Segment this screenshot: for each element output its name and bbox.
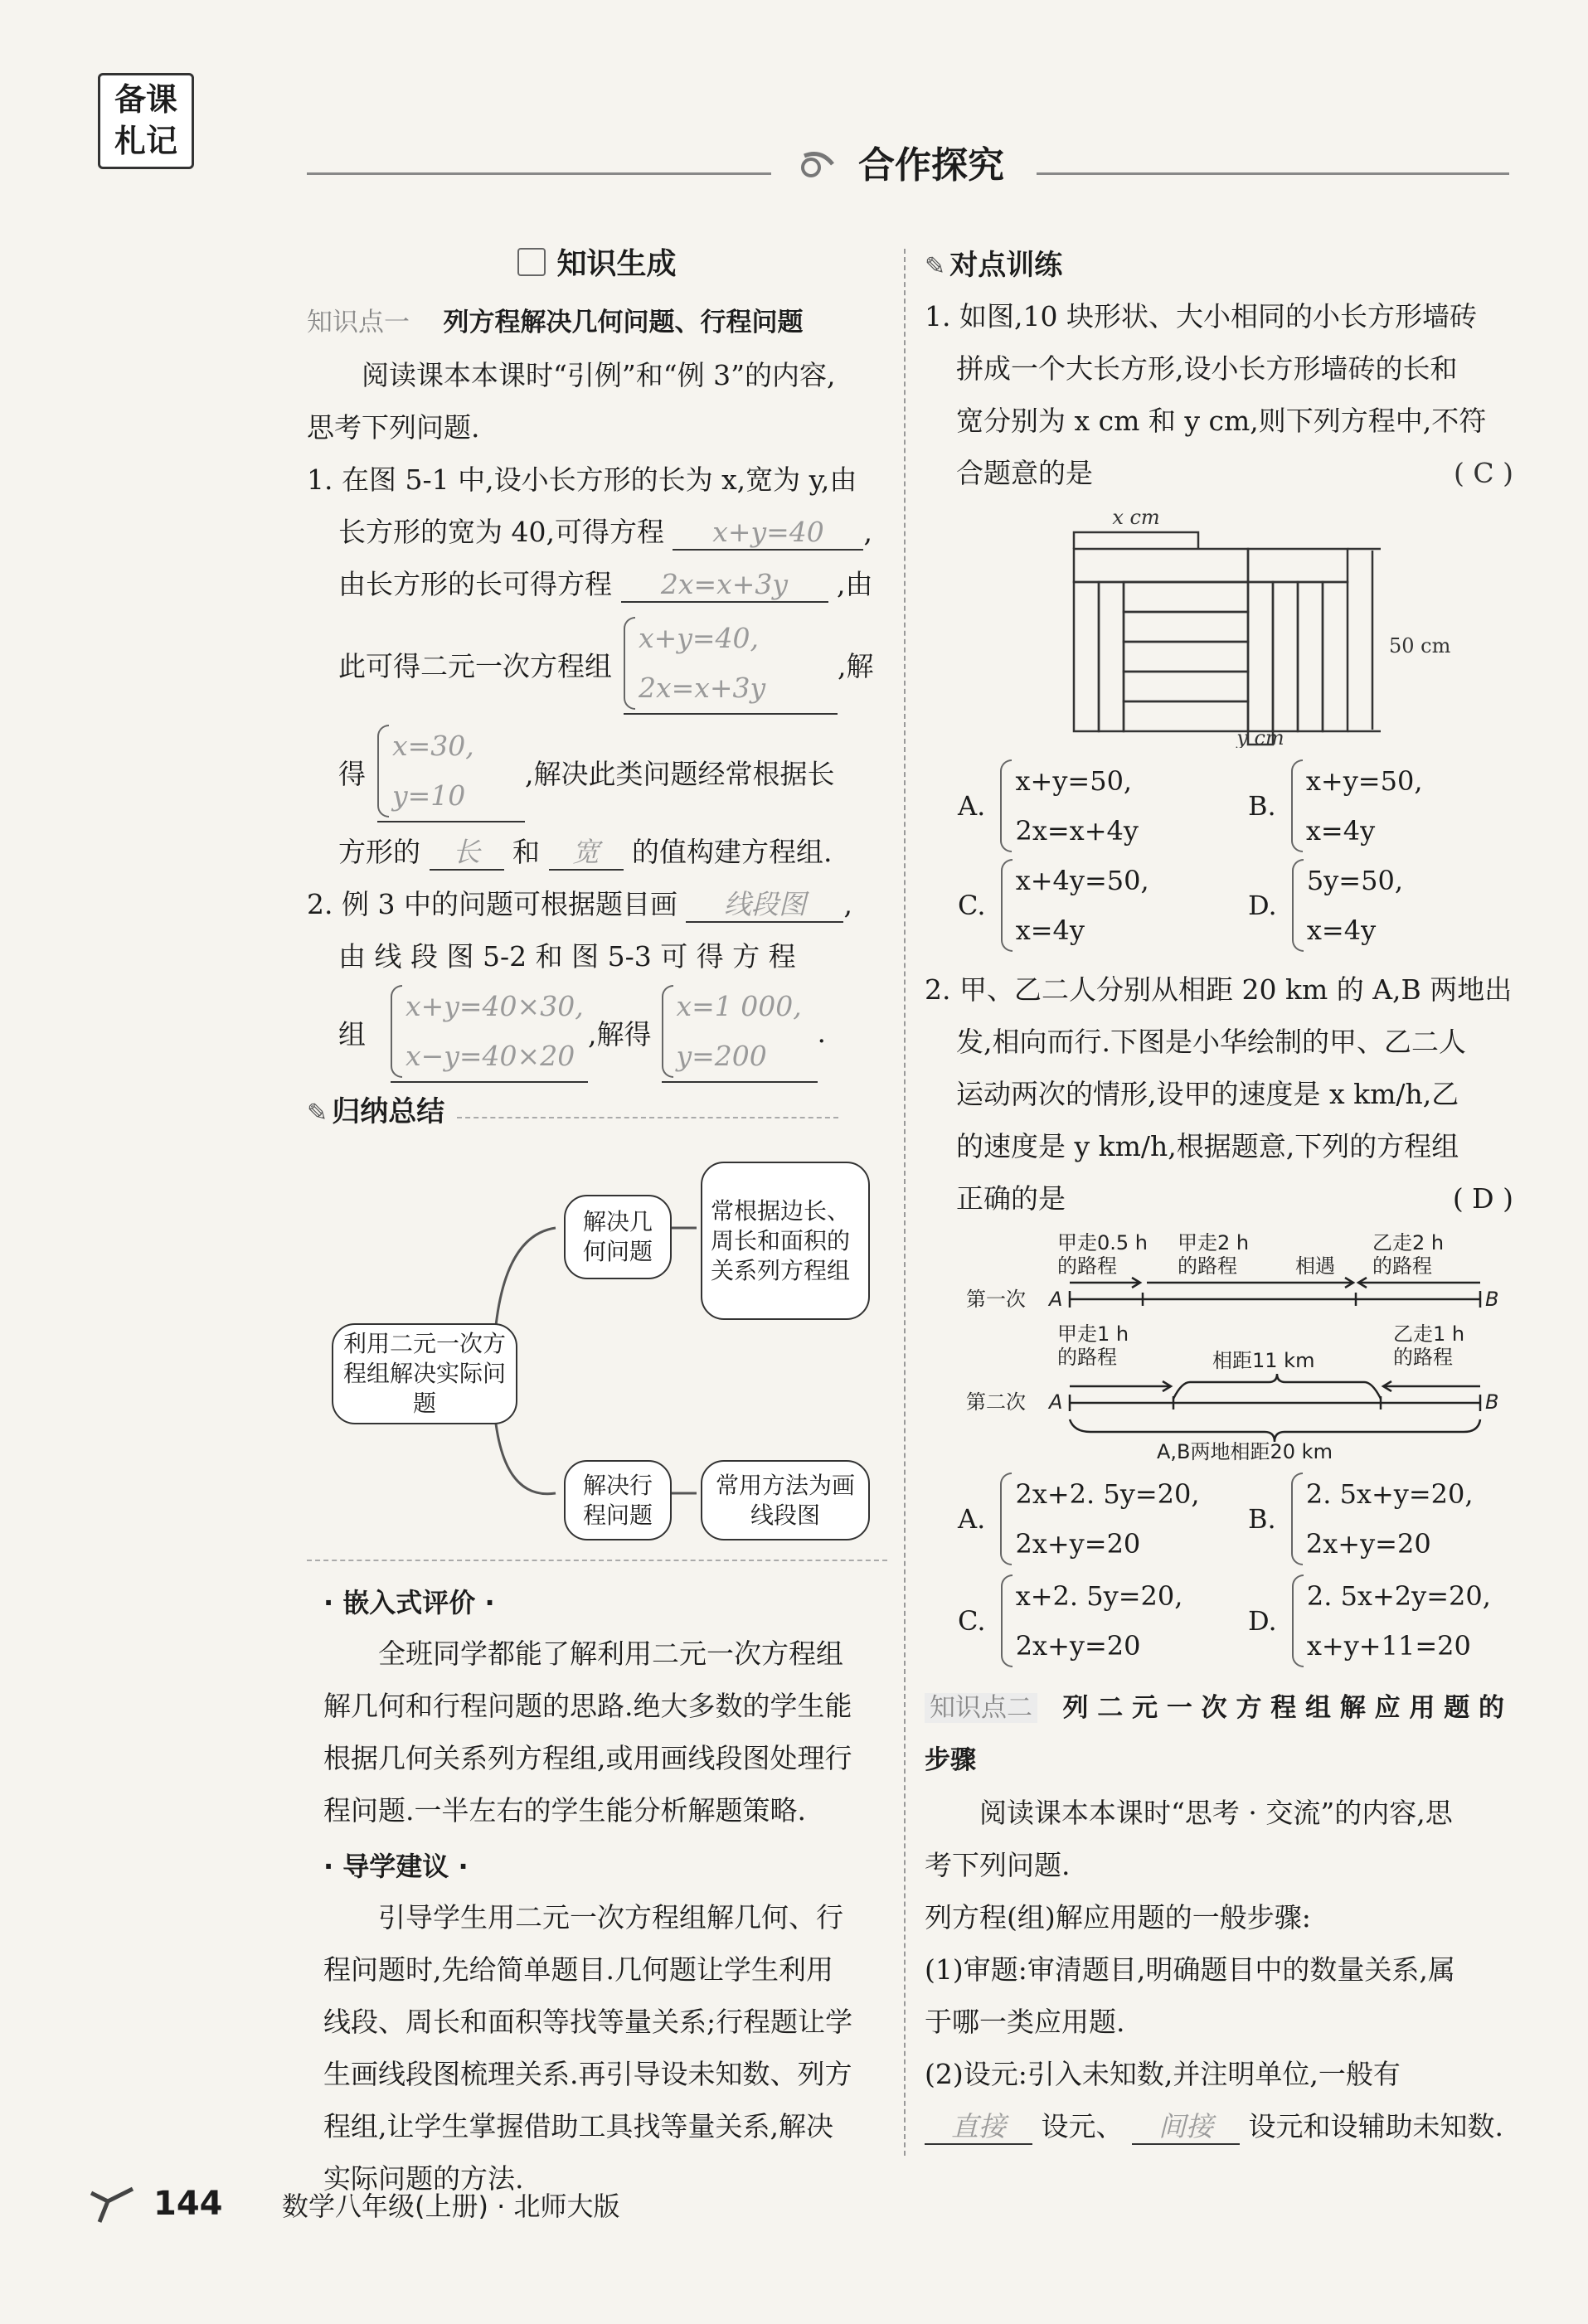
- corner-badge-line1: 备课: [114, 81, 177, 118]
- corner-badge: [98, 73, 194, 169]
- q1-line1: 1. 在图 5-1 中,设小长方形的长为 x,宽为 y,由: [307, 463, 857, 496]
- p1-option-d[interactable]: D. 5y=50, x=4y: [1248, 856, 1403, 955]
- q1-line3-post: ,由: [837, 568, 873, 600]
- q1-line2: 长方形的宽为 40,可得方程 x+y=40 ,: [307, 506, 887, 558]
- question-2: [307, 878, 887, 1082]
- p2-line-5: [925, 1172, 1522, 1225]
- step2-line-2: [925, 2100, 1522, 2152]
- eval-line-2: 解几何和行程问题的思路.绝大多数的学生能: [323, 1690, 852, 1722]
- tile-figure-height-label: 50 cm: [1389, 634, 1451, 657]
- eval-line-3: 根据几何关系列方程组,或用画线段图处理行: [323, 1742, 852, 1774]
- answer-solution-1-b: y=10: [392, 779, 466, 812]
- intro-line2: 思考下列问题.: [307, 411, 480, 444]
- answer-system-2-a: x+y=40×30,: [405, 990, 584, 1022]
- mind-map: [307, 1145, 887, 1529]
- banner-rule-left: [307, 172, 771, 175]
- fig-jia1b: 的路程: [1057, 1346, 1117, 1369]
- advice-line-1: 引导学生用二元一次方程组解几何、行: [378, 1901, 843, 1933]
- p1-line-1: 1. 如图,10 块形状、大小相同的小长方形墙砖: [925, 300, 1477, 332]
- pen-icon: ✎: [925, 252, 946, 281]
- answer-blank-wide: 宽: [549, 836, 624, 871]
- q1-line2-text: 长方形的宽为 40,可得方程: [338, 516, 664, 548]
- p1-option-c-l2: x=4y: [1015, 915, 1085, 946]
- eval-title: · 嵌入式评价 ·: [323, 1587, 495, 1618]
- fig-yi1b: 的路程: [1393, 1346, 1453, 1369]
- q1-line5-text: 得: [338, 757, 366, 790]
- read-line-1: 阅读课本本课时“思考 · 交流”的内容,思: [979, 1797, 1453, 1829]
- fig-jia2: 甲走2 h: [1178, 1231, 1250, 1254]
- banner-rule-right: [1037, 172, 1509, 175]
- tile-figure: [925, 499, 1522, 748]
- step2-post: 设元和设辅助未知数.: [1248, 2110, 1503, 2142]
- fig-total: A,B两地相距20 km: [1157, 1440, 1333, 1463]
- q2-line3-text: 组: [338, 1017, 366, 1050]
- point2-title: 列 二 元 一 次 方 程 组 解 应 用 题 的: [1062, 1693, 1505, 1723]
- q2-line1-text: 2. 例 3 中的问题可根据题目画: [307, 888, 677, 920]
- eval-line-4: 程问题.一半左右的学生能分析解题策略.: [323, 1794, 806, 1827]
- q1-line6: [307, 826, 887, 878]
- fig-a1: A: [1049, 1288, 1063, 1311]
- answer-blank-line-diagram: 线段图: [686, 888, 843, 923]
- answer-solution-2: [662, 982, 818, 1083]
- eval-divider: [307, 1560, 887, 1561]
- book-icon: [517, 248, 546, 276]
- p2-line-2: 发,相向而行.下图是小华绘制的甲、乙二人: [956, 1026, 1466, 1058]
- p1-option-a-l2: 2x=x+4y: [1015, 815, 1139, 847]
- q1-line5: [307, 718, 887, 826]
- p2-option-c[interactable]: C. x+2. 5y=20, 2x+y=20: [958, 1571, 1183, 1671]
- answer-solution-1-a: x=30,: [392, 730, 474, 762]
- p1-option-d-l1: 5y=50,: [1306, 865, 1403, 896]
- intro-line1: 阅读课本本课时“引例”和“例 3”的内容,: [362, 359, 836, 391]
- p2-line-3: 运动两次的情形,设甲的速度是 x km/h,乙: [956, 1078, 1459, 1110]
- advice-line-6: 实际问题的方法.: [323, 2162, 524, 2195]
- p2-option-a-l2: 2x+y=20: [1015, 1528, 1141, 1560]
- answer-blank-eq1: x+y=40: [673, 516, 863, 551]
- question-1: [307, 454, 887, 878]
- answer-solution-2-a: x=1 000,: [676, 990, 802, 1022]
- answer-solution-2-b: y=200: [676, 1040, 767, 1072]
- eval-block: [307, 1578, 887, 2205]
- q1-line4-text: 此可得二元一次方程组: [338, 649, 612, 682]
- banner-title: 合作探究: [858, 144, 1004, 187]
- step1-line-1: (1)审题:审清题目,明确题目中的数量关系,属: [925, 1953, 1455, 1986]
- column-divider: [904, 249, 906, 2156]
- answer-blank-eq2: 2x=x+3y: [621, 568, 828, 603]
- answer-system-2-b: x−y=40×20: [405, 1040, 575, 1072]
- answer-blank-long: 长: [430, 836, 504, 871]
- p2-line-4: 的速度是 y km/h,根据题意,下列的方程组: [956, 1130, 1459, 1162]
- p2-option-b-l2: 2x+y=20: [1305, 1528, 1431, 1560]
- tile-figure-x-label: x cm: [1112, 506, 1160, 529]
- q2-line1: 2. 例 3 中的问题可根据题目画 线段图 ,: [307, 878, 887, 930]
- fig-yi1: 乙走1 h: [1393, 1322, 1465, 1346]
- fig-first: 第一次: [966, 1288, 1026, 1311]
- p1-option-c[interactable]: C. x+4y=50, x=4y: [958, 856, 1149, 955]
- p2-line-1: 2. 甲、乙二人分别从相距 20 km 的 A,B 两地出: [925, 973, 1513, 1006]
- point2-heading: [925, 1681, 1522, 1735]
- tile-figure-y-label: y cm: [1236, 726, 1284, 748]
- eval-line-1: 全班同学都能了解利用二元一次方程组: [378, 1637, 843, 1670]
- mind-map-root: 利用二元一次方程组解决实际问题: [332, 1323, 517, 1424]
- q1-line6-pre: 方形的: [338, 836, 420, 868]
- banner: [307, 141, 1509, 191]
- p1-option-d-l2: x=4y: [1306, 915, 1377, 946]
- q2-line3-mid: ,解得: [588, 1017, 652, 1050]
- section-title-practice: 对点训练: [949, 249, 1063, 282]
- point1-title: 列方程解决几何问题、行程问题: [443, 308, 804, 337]
- p1-option-b-l2: x=4y: [1305, 815, 1376, 847]
- mind-map-note-travel: 常用方法为画线段图: [701, 1460, 870, 1540]
- summary-header: [307, 1087, 887, 1137]
- fig-second: 第二次: [966, 1390, 1026, 1414]
- answer-system-2: [391, 982, 588, 1083]
- problem-1: [925, 290, 1522, 963]
- pencil-icon: ✎: [307, 1099, 328, 1128]
- line-segment-figure: [925, 1225, 1522, 1465]
- right-column: [925, 240, 1522, 2152]
- advice-line-2: 程问题时,先给简单题目.几何题让学生利用: [323, 1953, 833, 1986]
- step1-line-2: 于哪一类应用题.: [925, 2006, 1125, 2038]
- p1-line-2: 拼成一个大长方形,设小长方形墙砖的长和: [956, 352, 1458, 385]
- p1-options: [925, 748, 1522, 963]
- fig-jia05b: 的路程: [1057, 1254, 1117, 1278]
- p2-option-d-l2: x+y+11=20: [1306, 1630, 1471, 1662]
- steps-intro: 列方程(组)解应用题的一般步骤:: [925, 1901, 1311, 1933]
- p2-options: [925, 1465, 1522, 1681]
- p1-option-a-l1: x+y=50,: [1015, 765, 1133, 797]
- advice-line-5: 程组,让学生掌握借助工具找等量关系,解决: [323, 2110, 833, 2142]
- q1-line3-text: 由长方形的长可得方程: [338, 568, 612, 600]
- mind-map-branch-geometry: 解决几何问题: [564, 1195, 672, 1279]
- mind-map-branch-travel: 解决行程问题: [564, 1460, 672, 1540]
- book-title: 数学八年级(上册) · 北师大版: [282, 2191, 620, 2222]
- p2-option-a[interactable]: A. 2x+2. 5y=20, 2x+y=20: [958, 1469, 1200, 1569]
- p2-option-b[interactable]: B. 2. 5x+y=20, 2x+y=20: [1248, 1469, 1474, 1569]
- fig-meet: 相遇: [1295, 1254, 1335, 1278]
- q1-line4: [307, 610, 887, 718]
- knowledge-header: [307, 240, 887, 290]
- p1-line-4-text: 合题意的是: [956, 457, 1093, 489]
- advice-title: · 导学建议 ·: [323, 1851, 469, 1882]
- p2-line-5-text: 正确的是: [956, 1182, 1066, 1215]
- point2-tag: 知识点二: [925, 1693, 1037, 1723]
- q2-line2: 由 线 段 图 5-2 和 图 5-3 可 得 方 程: [338, 940, 796, 973]
- q2-line3: 组 x+y=40×30, x−y=40×20 ,解得 x=1 000, y=200 .: [307, 982, 887, 1082]
- summary-title: 归纳总结: [332, 1095, 445, 1128]
- p2-option-b-l1: 2. 5x+y=20,: [1305, 1478, 1474, 1510]
- q1-line4-post: ,解: [838, 649, 874, 682]
- answer-system-1: [624, 614, 838, 715]
- p2-option-c-l2: 2x+y=20: [1015, 1630, 1141, 1662]
- point2-title-2: 步骤: [925, 1745, 976, 1775]
- p1-option-b[interactable]: B. x+y=50, x=4y: [1248, 756, 1423, 856]
- answer-blank-indirect: 间接: [1132, 2110, 1240, 2145]
- p2-option-d[interactable]: D. 2. 5x+2y=20, x+y+11=20: [1248, 1571, 1491, 1671]
- step2-mid: 设元、: [1041, 2110, 1124, 2142]
- p1-option-a[interactable]: A. x+y=50, 2x=x+4y: [958, 756, 1139, 856]
- step2-line-1: (2)设元:引入未知数,并注明单位,一般有: [925, 2058, 1401, 2090]
- q1-line6-mid: 和: [512, 836, 540, 868]
- fig-a2: A: [1049, 1390, 1063, 1414]
- page-corner-icon: [83, 2185, 141, 2226]
- fig-jia2b: 的路程: [1178, 1254, 1237, 1278]
- answer-system-1-a: x+y=40,: [639, 622, 760, 654]
- section-title-knowledge: 知识生成: [556, 247, 677, 281]
- mind-map-note-geometry: 常根据边长、周长和面积的关系列方程组: [701, 1162, 870, 1320]
- p1-option-c-l1: x+4y=50,: [1015, 865, 1149, 896]
- practice-header: [925, 240, 1522, 290]
- fig-b2: B: [1485, 1390, 1499, 1414]
- point1-tag: 知识点一: [307, 308, 410, 337]
- answer-system-1-b: 2x=x+3y: [639, 672, 766, 704]
- point1-heading: [307, 295, 887, 349]
- fig-jia05: 甲走0.5 h: [1057, 1231, 1149, 1254]
- fig-yi2b: 的路程: [1372, 1254, 1432, 1278]
- q1-line3: [307, 558, 887, 610]
- answer-blank-direct: 直接: [925, 2110, 1032, 2145]
- p1-option-b-l1: x+y=50,: [1305, 765, 1423, 797]
- p1-line-3: 宽分别为 x cm 和 y cm,则下列方程中,不符: [956, 405, 1487, 437]
- p2-answer: ( D ): [1452, 1182, 1513, 1215]
- p2-option-a-l1: 2x+2. 5y=20,: [1015, 1478, 1200, 1510]
- corner-badge-line2: 札记: [114, 123, 177, 159]
- answer-solution-1: [377, 721, 525, 822]
- p2-option-c-l1: x+2. 5y=20,: [1015, 1580, 1183, 1612]
- advice-line-3: 线段、周长和面积等找等量关系;行程题让学: [323, 2006, 853, 2038]
- left-column: [307, 240, 887, 2205]
- advice-line-4: 生画线段图梳理关系.再引导设未知数、列方: [323, 2058, 852, 2090]
- p1-line-4: [925, 447, 1522, 499]
- fig-b1: B: [1485, 1288, 1499, 1311]
- q1-line5-post: ,解决此类问题经常根据长: [525, 757, 835, 790]
- footer: [83, 2176, 1493, 2234]
- read-line-2: 考下列问题.: [925, 1849, 1071, 1881]
- fig-jia1: 甲走1 h: [1057, 1322, 1129, 1346]
- p1-answer: ( C ): [1454, 457, 1513, 489]
- fig-yi2: 乙走2 h: [1372, 1231, 1445, 1254]
- q1-line6-post: 的值构建方程组.: [632, 836, 833, 868]
- page-number: 144: [153, 2185, 223, 2223]
- problem-2: [925, 963, 1522, 1681]
- magnifier-icon: [796, 149, 838, 182]
- p2-option-d-l1: 2. 5x+2y=20,: [1306, 1580, 1491, 1612]
- fig-gap: 相距11 km: [1212, 1349, 1315, 1372]
